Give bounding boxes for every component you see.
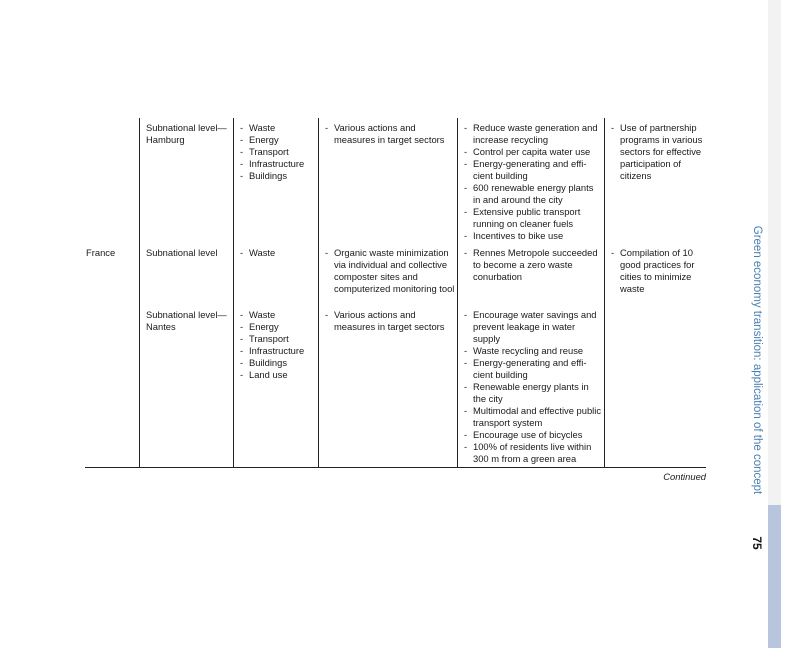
chapter-tab <box>768 505 781 648</box>
list-item: - Land use <box>240 369 315 381</box>
table-cell-achievements <box>464 247 602 283</box>
list-item: - Encourage water savings and prevent leakage in water supply <box>464 309 602 345</box>
running-title-text: Green economy transition: application of the concept <box>751 225 763 495</box>
table-cell-participation <box>611 122 705 182</box>
table-cell-participation <box>611 247 705 295</box>
achievement-list <box>464 247 602 283</box>
list-item: - Waste <box>240 309 315 321</box>
list-item: - Encourage use of bicycles <box>464 429 602 441</box>
table-cell-measures <box>325 309 455 333</box>
table-cell-sectors <box>240 247 315 259</box>
measure-list <box>325 309 455 333</box>
list-item: - Extensive public transport running on cleaner fuels <box>464 206 602 230</box>
list-item: - Buildings <box>240 357 315 369</box>
list-item: - Buildings <box>240 170 315 182</box>
sector-list <box>240 122 315 182</box>
table-cell-achievements <box>464 309 602 465</box>
page-number-text: 75 <box>750 536 764 550</box>
column-rule <box>604 118 605 468</box>
list-item: - Use of partnership programs in various sectors for effective participation of citizens <box>611 122 705 182</box>
list-item: - Rennes Metropole succeeded to become a zero waste conurbation <box>464 247 602 283</box>
list-item: - Multimodal and effective public transport system <box>464 405 602 429</box>
column-rule <box>318 118 319 468</box>
column-rule <box>457 118 458 468</box>
list-item: - Waste <box>240 122 315 134</box>
level-text: Subnational level <box>146 247 218 258</box>
measure-list <box>325 247 455 295</box>
achievement-list <box>464 122 602 242</box>
table-bottom-rule <box>85 467 706 468</box>
list-item: - Control per capita water use <box>464 146 602 158</box>
list-item: - 100% of residents live within 300 m from a green area <box>464 441 602 465</box>
list-item: - Various actions and measures in target sectors <box>325 122 455 146</box>
country-text: France <box>86 247 116 258</box>
participation-list <box>611 122 705 182</box>
table-cell-level <box>146 309 228 333</box>
list-item: - Infrastructure <box>240 345 315 357</box>
list-item: - Reduce waste generation and increase recycling <box>464 122 602 146</box>
continued-note: Continued <box>663 471 706 482</box>
achievement-list <box>464 309 602 465</box>
column-rule <box>233 118 234 468</box>
table-cell-sectors <box>240 122 315 182</box>
table-cell-achievements <box>464 122 602 242</box>
level-text: Subnational level—Nantes <box>146 309 227 332</box>
list-item: - Renewable energy plants in the city <box>464 381 602 405</box>
list-item: - Energy <box>240 134 315 146</box>
list-item: - Incentives to bike use <box>464 230 602 242</box>
sector-list <box>240 309 315 381</box>
table-cell-measures <box>325 247 455 295</box>
participation-list <box>611 247 705 295</box>
table-cell-sectors <box>240 309 315 381</box>
level-text: Subnational level—Hamburg <box>146 122 227 145</box>
column-rule <box>139 118 140 468</box>
list-item: - Various actions and measures in target sectors <box>325 309 455 333</box>
list-item: - Transport <box>240 146 315 158</box>
list-item: - Organic waste minimization via individual and collective composter sites and computerized monitoring tool <box>325 247 455 295</box>
list-item: - Waste <box>240 247 315 259</box>
sector-list <box>240 247 315 259</box>
list-item: - Infrastructure <box>240 158 315 170</box>
list-item: - Waste recycling and reuse <box>464 345 602 357</box>
list-item: - Compilation of 10 good practices for cities to minimize waste <box>611 247 705 295</box>
table-cell-level <box>146 122 228 146</box>
list-item: - Energy-generating and effi-cient building <box>464 357 602 381</box>
list-item: - Energy-generating and effi-cient building <box>464 158 602 182</box>
measure-list <box>325 122 455 146</box>
list-item: - Energy <box>240 321 315 333</box>
table-cell-level <box>146 247 232 259</box>
table-cell-measures <box>325 122 455 146</box>
table-cell-country <box>86 247 136 259</box>
list-item: - Transport <box>240 333 315 345</box>
list-item: - 600 renewable energy plants in and around the city <box>464 182 602 206</box>
